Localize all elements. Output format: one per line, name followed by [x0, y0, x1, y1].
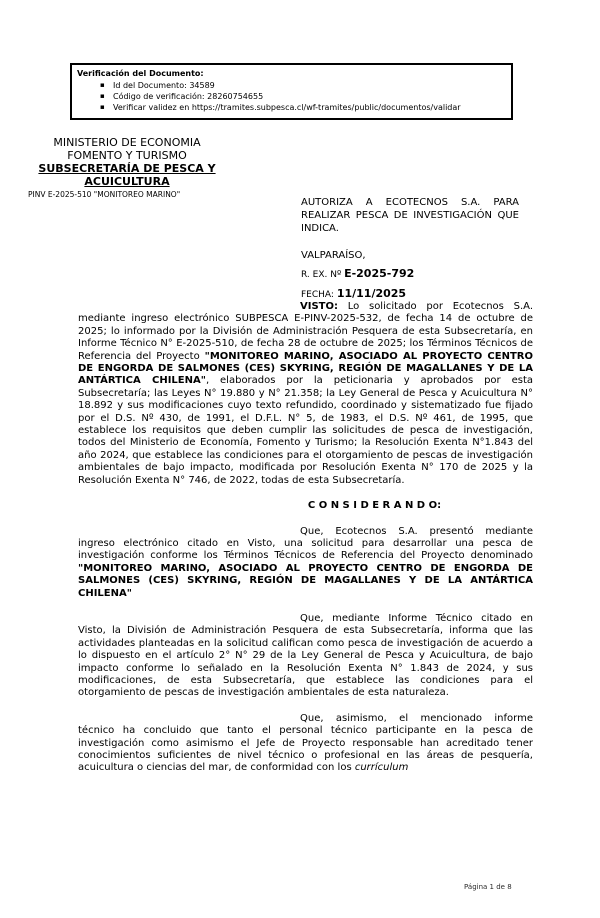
considerando-paragraph-2	[78, 613, 533, 700]
considerando-paragraph-1	[78, 526, 533, 600]
text-segment: Que, asimismo, el mencionado informe técnico ha concluido que tanto el personal técnico participante en la pesca de investigación como asimismo el Jefe de Proyecto responsable han acreditado tener conocimientos suficientes de nivel técnico o profesional en las áreas de pesquería, acuicultura o ciencias del mar, de conformidad con los	[78, 712, 533, 774]
text-segment: VISTO:	[300, 301, 338, 312]
text-segment: currículum	[354, 762, 409, 774]
resolution-number: E-2025-792	[344, 267, 415, 280]
project-reference: PINV E-2025-510 "MONITOREO MARINO"	[28, 190, 181, 199]
text-segment: , elaborados por la peticionaria y aprobados por esta Subsecretaría; las Leyes N° 19.880 y N° 21.358; la Ley General de Pesca y Acuicultura N° 18.892 y sus modificaciones cuyo texto refundido, coordinado y sistematizado fue fijado por el D.S. Nº 430, de 1991, el D.F.L. N° 5, de 1983, el D.S. Nº 461, de 1995, que establece los requisitos que deben cumplir las solicitudes de pesca de investigación, todos del Ministerio de Economía, Fomento y Turismo; la Resolución Exenta N°1.843 del año 2024, que establece las condiciones para el otorgamiento de pescas de investigación ambientales de bajo impacto, modificada por Resolución Exenta N° 170 de 2025 y la Resolución Exenta N° 746, de 2022, todas de esta Subsecretaría.	[78, 375, 533, 486]
subsecretaria-title: SUBSECRETARÍA DE PESCA Y ACUICULTURA	[38, 162, 216, 188]
date-line	[301, 287, 519, 302]
resolution-header	[301, 196, 519, 302]
ministry-name-line2: FOMENTO Y TURISMO	[67, 149, 187, 162]
date-label: FECHA:	[301, 290, 337, 300]
considerando-heading: C O N S I D E R A N D O:	[307, 500, 442, 512]
document-body	[78, 301, 533, 788]
verification-item: ▪ Código de verificación: 28260754655	[113, 91, 505, 102]
verification-title: Verificación del Documento:	[77, 69, 204, 78]
resolution-subject: AUTORIZA A ECOTECNOS S.A. PARA REALIZAR PESCA DE INVESTIGACIÓN QUE INDICA.	[301, 197, 519, 234]
text-segment: Que, Ecotecnos S.A. presentó mediante ingreso electrónico citado en Visto, una solicitud para desarrollar una pesca de investigación conforme los Términos Técnicos de Referencia del Proyecto denominado	[78, 525, 533, 562]
city-line: VALPARAÍSO,	[301, 250, 366, 261]
visto-paragraph	[78, 301, 533, 487]
text-segment: Que, mediante Informe Técnico citado en Visto, la División de Administración Pesquera de esta Subsecretaría, informa que las actividades planteadas en la solicitud califican como pesca de investigación de acuerdo a lo dispuesto en el artículo 2° N° 29 de la Ley General de Pesca y Acuicultura, de bajo impacto conforme lo señalado en la Resolución Exenta N° 1.843 de 2024, y sus modificaciones, de esta Subsecretaría, que establece las condiciones para el otorgamiento de pescas de investigación ambientales de esta naturaleza.	[78, 612, 533, 699]
text-segment: Lo solicitado por Ecotecnos S.A. mediante ingreso electrónico SUBPESCA E-PINV-2025-532, de fecha 14 de octubre de 2025; lo informado por la División de Administración Pesquera de esta Subsecretaría, en Informe Técnico N° E-2025-510, de fecha 28 de octubre de 2025; los Términos Técnicos de Referencia del Proyecto	[78, 301, 533, 362]
considerando-paragraph-3	[78, 713, 533, 775]
page-number: Página 1 de 8	[464, 883, 512, 891]
verification-item: ▪ Id del Documento: 34589	[113, 80, 505, 91]
text-segment: "MONITOREO MARINO, ASOCIADO AL PROYECTO CENTRO DE ENGORDA DE SALMONES (CES) SKYRING, REGIÓN DE MAGALLANES Y DE LA ANTÁRTICA CHILENA"	[78, 350, 533, 387]
resolution-number-label: R. EX. Nº	[301, 270, 345, 280]
letterhead	[28, 136, 226, 200]
text-segment: "MONITOREO MARINO, ASOCIADO AL PROYECTO CENTRO DE ENGORDA DE SALMONES (CES) SKYRING, REGIÓN DE MAGALLANES Y DE LA ANTÁRTICA CHILENA"	[78, 562, 533, 599]
resolution-number-line	[301, 267, 519, 282]
ministry-name-line1: MINISTERIO DE ECONOMIA	[53, 136, 201, 149]
verification-item: ▪ Verificar validez en https://tramites.subpesca.cl/wf-tramites/public/documentos/validar	[113, 102, 505, 113]
verification-list	[77, 80, 505, 113]
verification-box	[70, 63, 513, 120]
date-value: 11/11/2025	[336, 287, 407, 300]
